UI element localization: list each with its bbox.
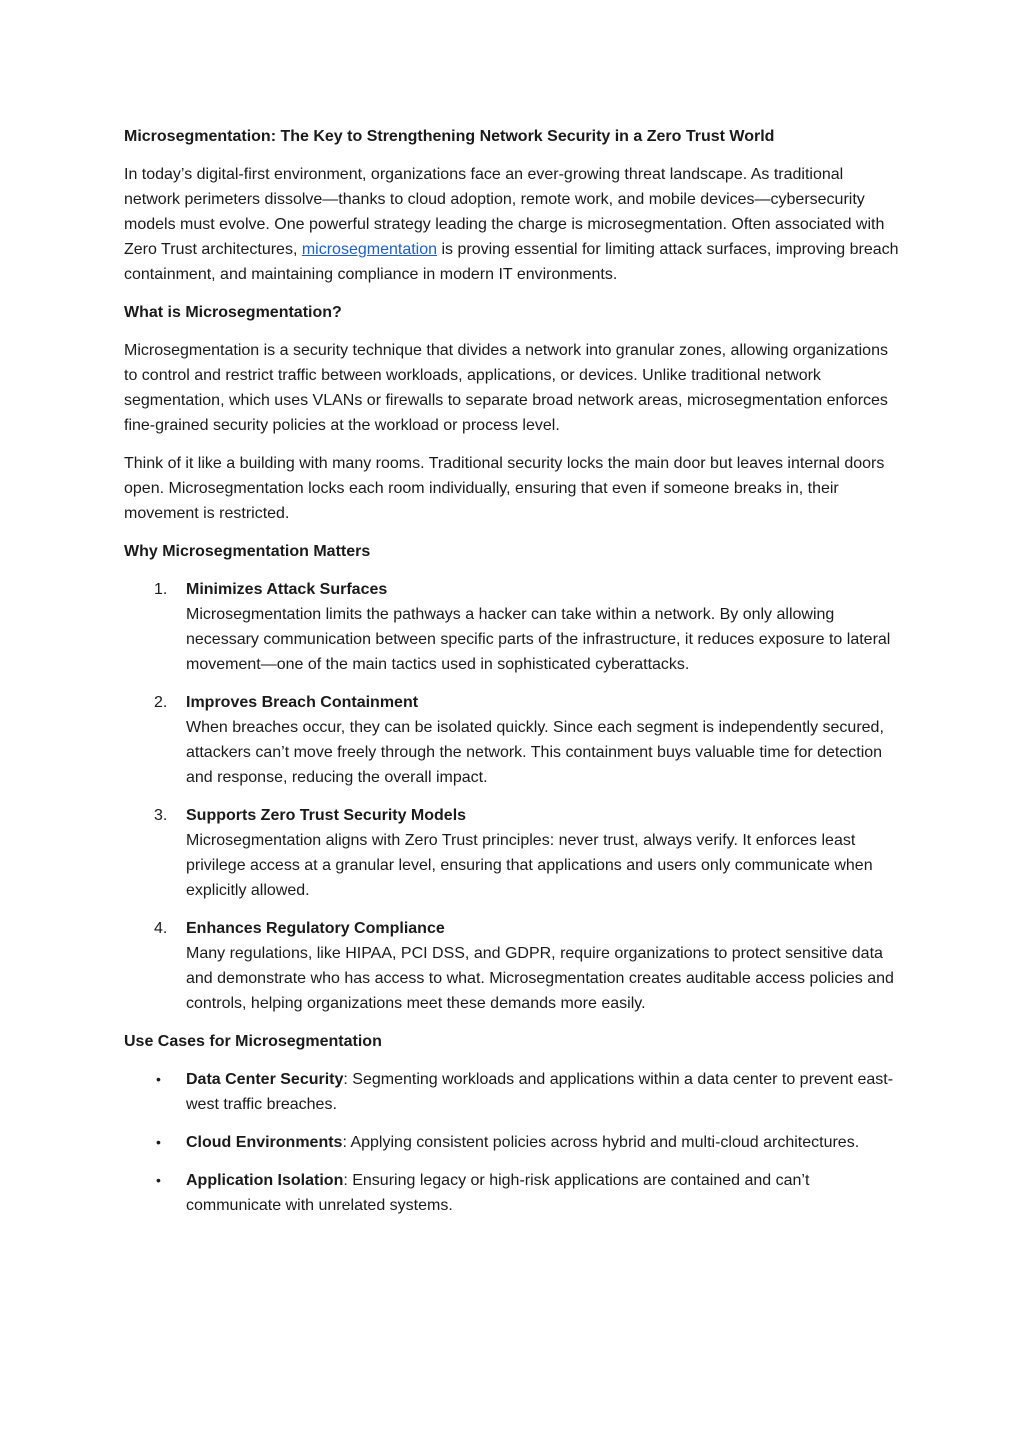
list-item-text: Many regulations, like HIPAA, PCI DSS, and GDPR, require organizations to protect sensitive data and demonstrate who has access to what. Microsegmentation creates auditable access policies and controls, helping organizations meet these demands more easily.: [186, 945, 894, 1012]
list-item-text: : Segmenting workloads and applications within a data center to prevent east-west traffic breaches.: [186, 1071, 894, 1113]
bullet-icon: •: [156, 1134, 161, 1150]
list-item: [124, 1168, 902, 1218]
list-number: 3.: [154, 807, 168, 824]
document-title: Microsegmentation: The Key to Strengthening Network Security in a Zero Trust World: [124, 128, 775, 145]
list-item-text: : Applying consistent policies across hybrid and multi-cloud architectures.: [342, 1134, 860, 1151]
list-item: [124, 1067, 902, 1117]
section-heading-why: Why Microsegmentation Matters: [124, 543, 371, 560]
section-heading-what: What is Microsegmentation?: [124, 304, 342, 321]
list-item: [124, 1130, 902, 1155]
list-item-text: When breaches occur, they can be isolated quickly. Since each segment is independently secured, attackers can’t move freely through the network. This containment buys valuable time for detection and response, reducing the overall impact.: [186, 719, 884, 786]
list-item-title: Application Isolation: [186, 1172, 344, 1189]
microsegmentation-link[interactable]: microsegmentation: [301, 241, 438, 258]
list-number: 1.: [154, 581, 168, 598]
section-heading-use-cases: Use Cases for Microsegmentation: [124, 1033, 382, 1050]
list-number: 2.: [154, 694, 168, 711]
what-paragraph-2: Think of it like a building with many rooms. Traditional security locks the main door but leaves internal doors open. Microsegmentation locks each room individually, ensuring that even if someone breaks in, their movement is restricted.: [124, 455, 885, 522]
why-numbered-list: [124, 577, 902, 1016]
list-item: [124, 803, 902, 903]
list-item-text: : Ensuring legacy or high-risk applications are contained and can’t communicate with unrelated systems.: [186, 1172, 810, 1214]
list-item-title: Enhances Regulatory Compliance: [186, 920, 445, 937]
list-item-title: Supports Zero Trust Security Models: [186, 807, 467, 824]
intro-paragraph: [124, 162, 902, 287]
list-number: 4.: [154, 920, 168, 937]
bullet-icon: •: [156, 1172, 161, 1188]
list-item-title: Cloud Environments: [186, 1134, 343, 1151]
list-item-title: Data Center Security: [186, 1071, 344, 1088]
list-item-text: Microsegmentation aligns with Zero Trust principles: never trust, always verify. It enforces least privilege access at a granular level, ensuring that applications and users only communicate when explicitly allowed.: [186, 832, 873, 899]
list-item-text: Microsegmentation limits the pathways a hacker can take within a network. By only allowing necessary communication between specific parts of the infrastructure, it reduces exposure to lateral movement—one of the main tactics used in sophisticated cyberattacks.: [186, 606, 891, 673]
intro-text-before-link: In today’s digital-first environment, organizations face an ever-growing threat landscape. As traditional network perimeters dissolve—thanks to cloud adoption, remote work, and mobile devices—cybersecurity models must evolve. One powerful strategy leading the charge is microsegmentation. Often associated with Zero Trust architectures,: [124, 166, 885, 258]
list-item: [124, 690, 902, 790]
use-cases-bullet-list: [124, 1067, 902, 1218]
intro-text-after-link: is proving essential for limiting attack surfaces, improving breach containment, and maintaining compliance in modern IT environments.: [124, 241, 899, 283]
bullet-icon: •: [156, 1071, 161, 1087]
list-item-title: Improves Breach Containment: [186, 694, 419, 711]
list-item: [124, 916, 902, 1016]
list-item: [124, 577, 902, 677]
document-page: [124, 124, 902, 1231]
what-paragraph-1: Microsegmentation is a security technique that divides a network into granular zones, allowing organizations to control and restrict traffic between workloads, applications, or devices. Unlike traditional network segmentation, which uses VLANs or firewalls to separate broad network areas, microsegmentation enforces fine-grained security policies at the workload or process level.: [124, 342, 888, 434]
list-item-title: Minimizes Attack Surfaces: [186, 581, 388, 598]
